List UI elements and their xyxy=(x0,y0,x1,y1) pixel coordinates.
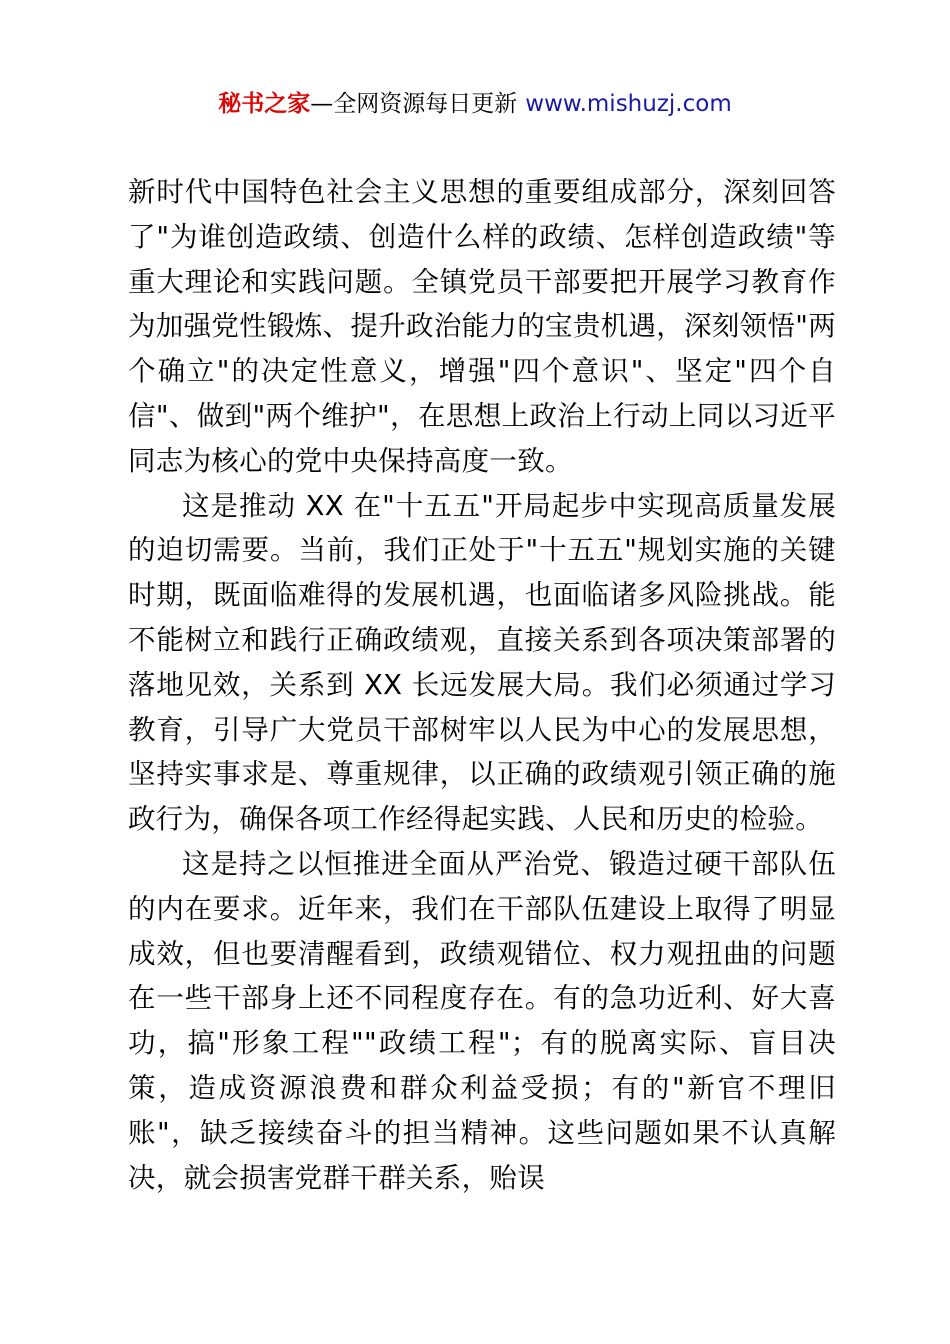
brand-name: 秘书之家 xyxy=(218,91,311,117)
paragraph: 这是持之以恒推进全面从严治党、锻造过硬干部队伍的内在要求。近年来，我们在干部队伍建设上取得了明显成效，但也要清醒看到，政绩观错位、权力观扭曲的问题在一些干部身上还不同程度存在。有的急功近利、好大喜功，搞"形象工程""政绩工程"；有的脱离实际、盲目决策，造成资源浪费和群众利益受损；有的"新官不理旧账"，缺乏接续奋斗的担当精神。这些问题如果不认真解决，就会损害党群干群关系，贻误 xyxy=(128,847,836,1194)
document-body xyxy=(128,170,836,1200)
paragraph-continuation: 新时代中国特色社会主义思想的重要组成部分，深刻回答了"为谁创造政绩、创造什么样的政绩、怎样创造政绩"等重大理论和实践问题。全镇党员干部要把开展学习教育作为加强党性锻炼、提升政治能力的宝贵机遇，深刻领悟"两个确立"的决定性意义，增强"四个意识"、坚定"四个自信"、做到"两个维护"，在思想上政治上行动上同以习近平同志为核心的党中央保持高度一致。 xyxy=(128,176,836,477)
site-url-link[interactable]: www.mishuzj.com xyxy=(525,91,732,117)
paragraph: 这是推动 XX 在"十五五"开局起步中实现高质量发展的迫切需要。当前，我们正处于"十五五"规划实施的关键时期，既面临难得的发展机遇，也面临诸多风险挑战。能不能树立和践行正确政绩观，直接关系到各项决策部署的落地见效，关系到 XX 长远发展大局。我们必须通过学习教育，引导广大党员干部树牢以人民为中心的发展思想，坚持实事求是、尊重规律，以正确的政绩观引领正确的施政行为，确保各项工作经得起实践、人民和历史的检验。 xyxy=(128,489,836,836)
page-header xyxy=(0,86,950,122)
header-tagline: —全网资源每日更新 xyxy=(310,91,518,117)
